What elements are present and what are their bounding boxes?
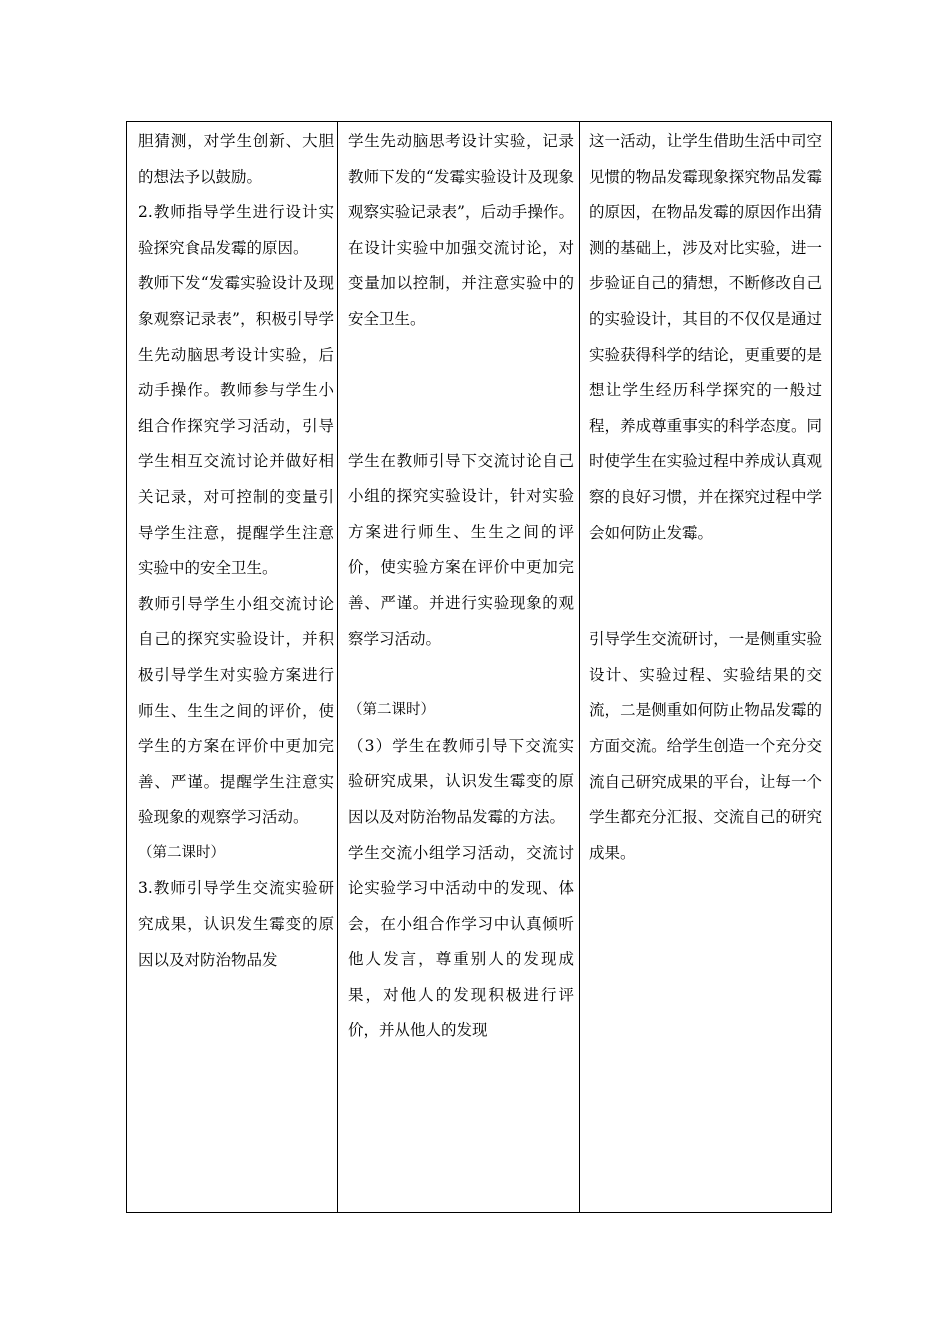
column-divider (579, 122, 580, 1212)
paragraph: 这一活动，让学生借助生活中司空见惯的物品发霉现象探究物品发霉的原因，在物品发霉的原因作出猜测的基础上，涉及对比实验，进一步验证自己的猜想，不断修改自己的实验设计，其目的不仅仅是通过实验获得科学的结论，更重要的是想让学生经历科学探究的一般过程，养成尊重事实的科学态度。同时使学生在实验过程中养成认真观察的良好习惯，并在探究过程中学会如何防止发霉。 (589, 132, 822, 542)
student-activity-column (348, 124, 574, 1049)
lesson-table (126, 121, 832, 1213)
paragraph: 学生在教师引导下交流讨论自己小组的探究实验设计，针对实验方案进行师生、生生之间的评价，使实验方案在评价中更加完善、严谨。并进行实验现象的观察学习活动。 (348, 451, 574, 648)
paragraph: 学生交流小组学习活动，交流讨论实验学习中活动中的发现、体会，在小组合作学习中认真倾听他人发言，尊重别人的发现成果，对他人的发现积极进行评价，并从他人的发现 (348, 843, 574, 1040)
paragraph: 教师引导学生小组交流讨论自己的探究实验设计，并积极引导学生对实验方案进行师生、生生之间的评价，使学生的方案在评价中更加完善、严谨。提醒学生注意实验现象的观察学习活动。 (138, 594, 334, 827)
design-intent-column (589, 124, 822, 871)
paragraph: 2.教师指导学生进行设计实验探究食品发霉的原因。 (138, 203, 334, 257)
paragraph: 3.教师引导学生交流实验研究成果，认识发生霉变的原因以及对防治物品发 (138, 879, 334, 969)
lesson-period-label: （第二课时） (348, 702, 435, 719)
paragraph: 学生先动脑思考设计实验，记录教师下发的“发霉实验设计及现象观察实验记录表”，后动手操作。在设计实验中加强交流讨论，对变量加以控制，并注意实验中的安全卫生。 (348, 132, 574, 328)
column-divider (337, 122, 338, 1212)
paragraph: 引导学生交流研讨，一是侧重实验设计、实验过程、实验结果的交流，二是侧重如何防止物品发霉的方面交流。给学生创造一个充分交流自己研究成果的平台，让每一个学生都充分汇报、交流自己的研究成果。 (589, 630, 822, 862)
paragraph: 教师下发“发霉实验设计及现象观察记录表”，积极引导学生先动脑思考设计实验，后动手操作。教师参与学生小组合作探究学习活动，引导学生相互交流讨论并做好相关记录，对可控制的变量引导学生注意，提醒学生注意实验中的安全卫生。 (138, 274, 334, 578)
paragraph: 胆猜测，对学生创新、大胆的想法予以鼓励。 (138, 132, 334, 186)
teacher-activity-column (138, 124, 334, 978)
lesson-period-label: （第二课时） (138, 844, 225, 861)
paragraph: （3）学生在教师引导下交流实验研究成果，认识发生霉变的原因以及对防治物品发霉的方法。 (348, 736, 574, 826)
